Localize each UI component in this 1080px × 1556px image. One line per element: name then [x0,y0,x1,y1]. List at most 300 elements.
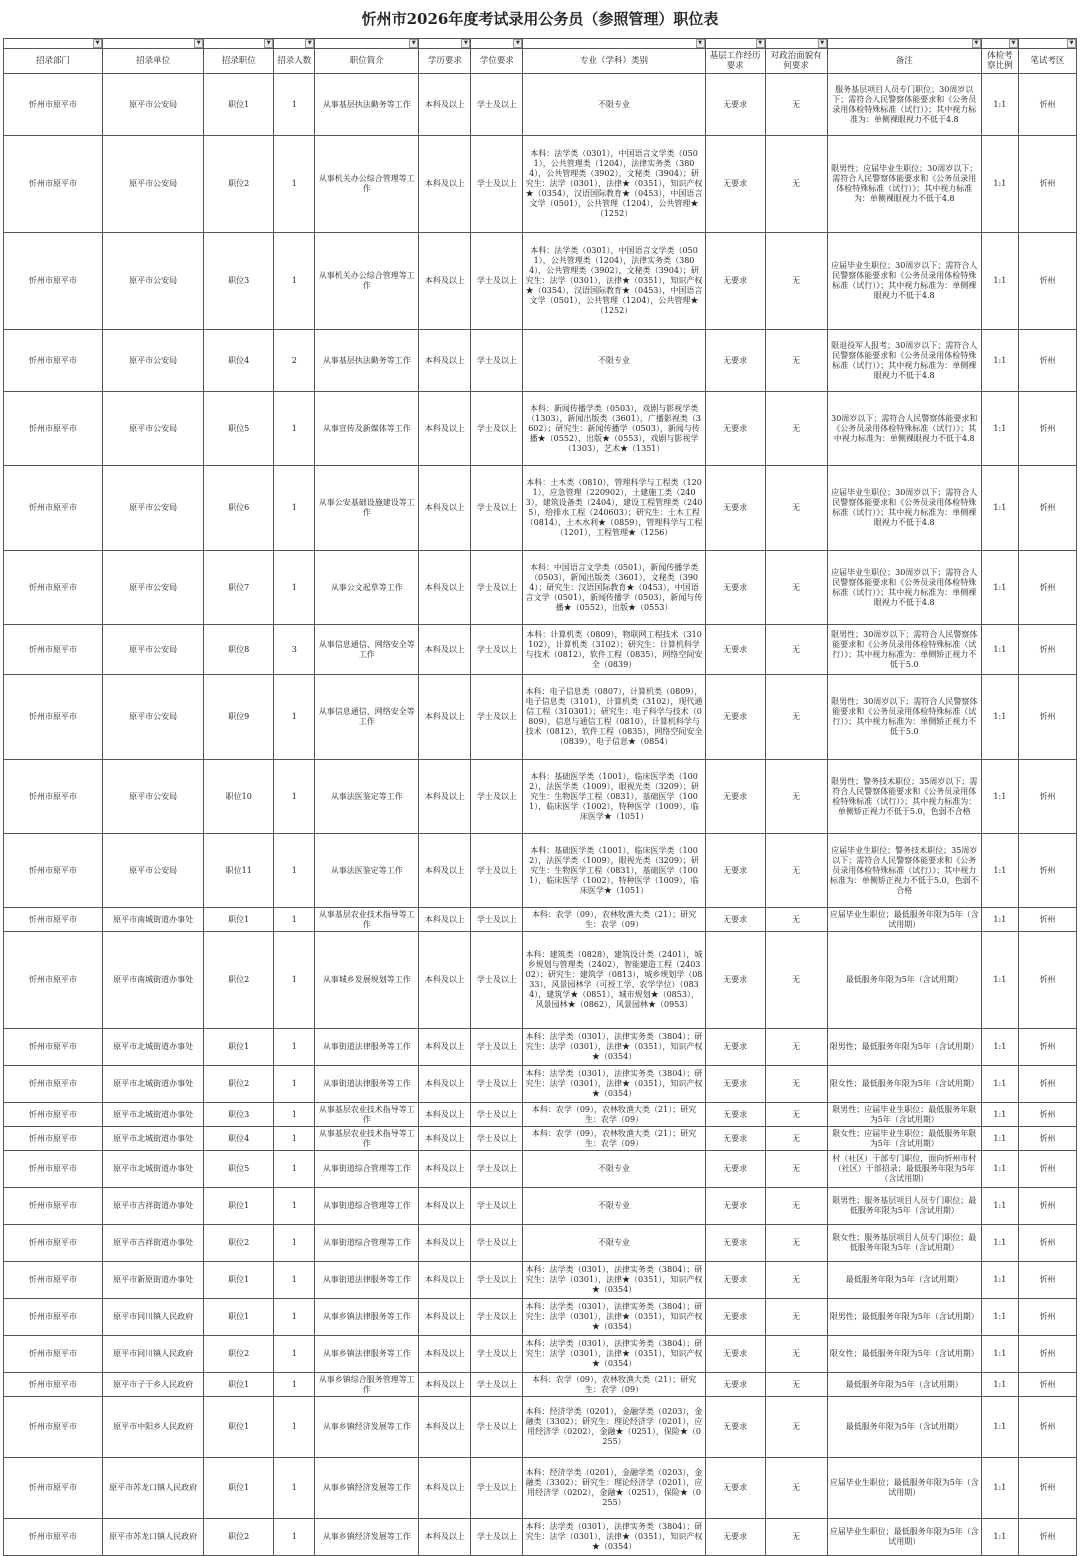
major-cell: 本科：经济学类（0201），金融学类（0203），金融类（3302）；研究生：理论经济学（0201），应用经济学（0202），金融★（0251），保险★（0255） [523,1397,705,1458]
dept-cell: 忻州市原平市 [4,760,103,834]
ratio-cell: 1:1 [981,1458,1018,1519]
political-cell: 无 [765,74,827,136]
count-cell: 1 [274,1188,315,1225]
unit-cell: 原平市吉祥街道办事处 [103,1225,204,1262]
political-cell: 无 [765,1336,827,1373]
ratio-cell: 1:1 [981,1373,1018,1397]
note-cell: 30周岁以下；需符合人民警察体能要求和《公务员录用体检特殊标准（试行）》；其中视力标准为：单侧裸眼视力不低于4.8 [827,392,981,466]
major-cell: 不限专业 [523,1188,705,1225]
count-cell: 1 [274,932,315,1029]
dept-cell: 忻州市原平市 [4,834,103,908]
education-cell: 本科及以上 [419,1127,471,1151]
dept-cell: 忻州市原平市 [4,136,103,233]
position-cell: 职位1 [204,74,274,136]
filter-dropdown-icon[interactable]: ▼ [305,39,314,48]
filter-cell [705,39,765,49]
major-cell: 不限专业 [523,74,705,136]
position-cell: 职位1 [204,1373,274,1397]
ratio-cell: 1:1 [981,1066,1018,1103]
political-cell: 无 [765,1103,827,1127]
education-cell: 本科及以上 [419,330,471,392]
unit-cell: 原平市同川镇人民政府 [103,1299,204,1336]
count-cell: 1 [274,908,315,932]
filter-dropdown-icon[interactable]: ▼ [1067,39,1076,48]
table-row [4,551,1077,625]
experience-cell: 无要求 [705,834,765,908]
table-row [4,1151,1077,1188]
position-cell: 职位1 [204,1262,274,1299]
dept-cell: 忻州市原平市 [4,1188,103,1225]
count-cell: 1 [274,1519,315,1556]
description-cell: 从事乡镇法律服务等工作 [315,1299,419,1336]
position-cell: 职位4 [204,1127,274,1151]
degree-cell: 学士及以上 [471,466,523,551]
count-cell: 1 [274,1151,315,1188]
degree-cell: 学士及以上 [471,1151,523,1188]
exam-area-cell: 忻州 [1018,1188,1076,1225]
description-cell: 从事信息通信、网络安全等工作 [315,625,419,675]
filter-cell [274,39,315,49]
major-cell: 本科：法学类（0301），中国语言文学类（0501），公共管理类（1204），法律实务类（3804），公共管理类（3902），文秘类（3904）；研究生：法学（0301），法律★（0351），知识产权★（0354），汉语国际教育★（0453），中国语言文学（0501），公共管理（1204），公共管理★（1252） [523,136,705,233]
table-row [4,908,1077,932]
table-row [4,1519,1077,1556]
header-cell: 对政治面貌有何要求 [765,49,827,74]
position-table [3,38,1077,1556]
political-cell: 无 [765,1373,827,1397]
degree-cell: 学士及以上 [471,1103,523,1127]
degree-cell: 学士及以上 [471,908,523,932]
count-cell: 2 [274,330,315,392]
count-cell: 1 [274,1225,315,1262]
education-cell: 本科及以上 [419,136,471,233]
experience-cell: 无要求 [705,74,765,136]
count-cell: 1 [274,466,315,551]
filter-dropdown-icon[interactable]: ▼ [409,39,418,48]
ratio-cell: 1:1 [981,1225,1018,1262]
dept-cell: 忻州市原平市 [4,908,103,932]
experience-cell: 无要求 [705,466,765,551]
education-cell: 本科及以上 [419,1373,471,1397]
education-cell: 本科及以上 [419,1519,471,1556]
unit-cell: 原平市公安局 [103,675,204,760]
experience-cell: 无要求 [705,136,765,233]
experience-cell: 无要求 [705,1458,765,1519]
header-cell: 招录部门 [4,49,103,74]
unit-cell: 原平市子干乡人民政府 [103,1373,204,1397]
ratio-cell: 1:1 [981,625,1018,675]
description-cell: 从事街道综合管理等工作 [315,1188,419,1225]
unit-cell: 原平市公安局 [103,834,204,908]
experience-cell: 无要求 [705,625,765,675]
description-cell: 从事乡镇经济发展等工作 [315,1458,419,1519]
filter-dropdown-icon[interactable]: ▼ [696,39,705,48]
position-cell: 职位1 [204,1397,274,1458]
description-cell: 从事城乡发展规划等工作 [315,932,419,1029]
count-cell: 1 [274,675,315,760]
count-cell: 1 [274,1066,315,1103]
ratio-cell: 1:1 [981,760,1018,834]
education-cell: 本科及以上 [419,834,471,908]
political-cell: 无 [765,551,827,625]
filter-dropdown-icon[interactable]: ▼ [461,39,470,48]
description-cell: 从事乡镇综合服务管理等工作 [315,1373,419,1397]
filter-dropdown-icon[interactable]: ▼ [264,39,273,48]
degree-cell: 学士及以上 [471,233,523,330]
note-cell: 村（社区）干部专门职位，面向忻州市村（社区）干部招录；最低服务年限为5年（含试用期） [827,1151,981,1188]
degree-cell: 学士及以上 [471,1519,523,1556]
description-cell: 从事街道法律服务等工作 [315,1029,419,1066]
political-cell: 无 [765,1225,827,1262]
unit-cell: 原平市公安局 [103,330,204,392]
filter-row [4,39,1077,49]
experience-cell: 无要求 [705,932,765,1029]
dept-cell: 忻州市原平市 [4,233,103,330]
major-cell: 本科：建筑类（0828），建筑设计类（2401），城乡规划与管理类（2402），智能建造工程（240302）；研究生：建筑学（0813），城乡规划学（0833），风景园林学（可授工学、农学学位）（0834），建筑学★（0851），城市规划★（0853），风景园林★（0862），风景园林★（0953） [523,932,705,1029]
major-cell: 本科：法学类（0301），法律实务类（3804）；研究生：法学（0301），法律★（0351），知识产权★（0354） [523,1262,705,1299]
degree-cell: 学士及以上 [471,551,523,625]
position-cell: 职位7 [204,551,274,625]
experience-cell: 无要求 [705,1066,765,1103]
note-cell: 应届毕业生职位；警务技术职位；35周岁以下；需符合人民警察体能要求和《公务员录用体检特殊标准（试行）》；其中视力标准为：单侧矫正视力不低于5.0，色弱不合格 [827,834,981,908]
major-cell: 本科：法学类（0301），法律实务类（3804）；研究生：法学（0301），法律★（0351），知识产权★（0354） [523,1336,705,1373]
note-cell: 限男性；服务基层项目人员专门职位；最低服务年限为5年（含试用期） [827,1188,981,1225]
filter-cell [1018,39,1076,49]
table-row [4,1029,1077,1066]
ratio-cell: 1:1 [981,136,1018,233]
filter-dropdown-icon[interactable]: ▼ [972,39,981,48]
note-cell: 限男性；30周岁以下；需符合人民警察体能要求和《公务员录用体检特殊标准（试行）》；其中视力标准为：单侧矫正视力不低于5.0 [827,675,981,760]
dept-cell: 忻州市原平市 [4,1151,103,1188]
header-cell: 招录人数 [274,49,315,74]
ratio-cell: 1:1 [981,932,1018,1029]
count-cell: 1 [274,1029,315,1066]
exam-area-cell: 忻州 [1018,1262,1076,1299]
unit-cell: 原平市北城街道办事处 [103,1029,204,1066]
experience-cell: 无要求 [705,1029,765,1066]
header-cell: 学历要求 [419,49,471,74]
dept-cell: 忻州市原平市 [4,1103,103,1127]
table-row [4,1103,1077,1127]
ratio-cell: 1:1 [981,1262,1018,1299]
note-cell: 限男性；最低服务年限为5年（含试用期） [827,1029,981,1066]
dept-cell: 忻州市原平市 [4,74,103,136]
table-row [4,760,1077,834]
education-cell: 本科及以上 [419,1458,471,1519]
major-cell: 本科：中国语言文学类（0501），新闻传播学类（0503），新闻出版类（3601），文秘类（3904）；研究生：汉语国际教育★（0453），中国语言文学（0501），新闻传播学（0503），新闻与传播★（0552），出版★（0553） [523,551,705,625]
degree-cell: 学士及以上 [471,1262,523,1299]
note-cell: 应届毕业生职位；30周岁以下；需符合人民警察体能要求和《公务员录用体检特殊标准（试行）》；其中视力标准为：单侧裸眼视力不低于4.8 [827,551,981,625]
major-cell: 本科：法学类（0301），法律实务类（3804）；研究生：法学（0301），法律★（0351），知识产权★（0354） [523,1029,705,1066]
political-cell: 无 [765,1066,827,1103]
description-cell: 从事基层执法勤务等工作 [315,330,419,392]
experience-cell: 无要求 [705,1299,765,1336]
major-cell: 本科：基础医学类（1001），临床医学类（1002），法医学类（1009），眼视光类（3209）；研究生：生物医学工程（0831），基础医学（1001），临床医学（1002），特种医学（1009），临床医学★（1051） [523,760,705,834]
dept-cell: 忻州市原平市 [4,1262,103,1299]
education-cell: 本科及以上 [419,1225,471,1262]
degree-cell: 学士及以上 [471,392,523,466]
experience-cell: 无要求 [705,1373,765,1397]
exam-area-cell: 忻州 [1018,1029,1076,1066]
exam-area-cell: 忻州 [1018,908,1076,932]
dept-cell: 忻州市原平市 [4,466,103,551]
note-cell: 限女性；服务基层项目人员专门职位；最低服务年限为5年（含试用期） [827,1225,981,1262]
table-row [4,1127,1077,1151]
unit-cell: 原平市北城街道办事处 [103,1127,204,1151]
description-cell: 从事法医鉴定等工作 [315,834,419,908]
political-cell: 无 [765,330,827,392]
table-row [4,1066,1077,1103]
position-cell: 职位1 [204,908,274,932]
position-cell: 职位5 [204,1151,274,1188]
degree-cell: 学士及以上 [471,1336,523,1373]
header-cell: 笔试考区 [1018,49,1076,74]
description-cell: 从事公安基础设施建设等工作 [315,466,419,551]
political-cell: 无 [765,466,827,551]
education-cell: 本科及以上 [419,675,471,760]
table-row [4,1188,1077,1225]
note-cell: 最低服务年限为5年（含试用期） [827,932,981,1029]
position-cell: 职位1 [204,1458,274,1519]
dept-cell: 忻州市原平市 [4,1397,103,1458]
filter-cell [523,39,705,49]
note-cell: 限女性；最低服务年限为5年（含试用期） [827,1066,981,1103]
political-cell: 无 [765,1519,827,1556]
position-cell: 职位10 [204,760,274,834]
ratio-cell: 1:1 [981,1336,1018,1373]
education-cell: 本科及以上 [419,1151,471,1188]
exam-area-cell: 忻州 [1018,551,1076,625]
major-cell: 本科：新闻传播学类（0503），戏剧与影视学类（1303），新闻出版类（3601），广播影视类（3602）；研究生：新闻传播学（0503），新闻与传播★（0552），出版★（0553），戏剧与影视学（1303），艺术★（1351） [523,392,705,466]
filter-dropdown-icon[interactable]: ▼ [194,39,203,48]
description-cell: 从事基层农业技术指导等工作 [315,1127,419,1151]
exam-area-cell: 忻州 [1018,1397,1076,1458]
header-cell: 招录单位 [103,49,204,74]
note-cell: 限女性；应届毕业生职位；最低服务年限为5年（含试用期） [827,1127,981,1151]
note-cell: 应届毕业生职位；30周岁以下；需符合人民警察体能要求和《公务员录用体检特殊标准（试行）》；其中视力标准为：单侧裸眼视力不低于4.8 [827,233,981,330]
unit-cell: 原平市公安局 [103,760,204,834]
experience-cell: 无要求 [705,1336,765,1373]
exam-area-cell: 忻州 [1018,1458,1076,1519]
exam-area-cell: 忻州 [1018,466,1076,551]
major-cell: 本科：基础医学类（1001），临床医学类（1002），法医学类（1009），眼视光类（3209）；研究生：生物医学工程（0831），基础医学（1001），临床医学（1002），特种医学（1009），临床医学★（1051） [523,834,705,908]
political-cell: 无 [765,1188,827,1225]
ratio-cell: 1:1 [981,330,1018,392]
header-row [4,49,1077,74]
note-cell: 限男性；30周岁以下；需符合人民警察体能要求和《公务员录用体检特殊标准（试行）》；其中视力标准为：单侧矫正视力不低于5.0 [827,625,981,675]
major-cell: 本科：法学类（0301），法律实务类（3804）；研究生：法学（0301），法律★（0351），知识产权★（0354） [523,1299,705,1336]
dept-cell: 忻州市原平市 [4,1373,103,1397]
ratio-cell: 1:1 [981,233,1018,330]
description-cell: 从事街道法律服务等工作 [315,1066,419,1103]
description-cell: 从事机关办公综合管理等工作 [315,136,419,233]
table-row [4,932,1077,1029]
unit-cell: 原平市南城街道办事处 [103,908,204,932]
position-cell: 职位3 [204,1103,274,1127]
experience-cell: 无要求 [705,1262,765,1299]
filter-dropdown-icon[interactable]: ▼ [818,39,827,48]
table-row [4,1262,1077,1299]
political-cell: 无 [765,392,827,466]
count-cell: 1 [274,551,315,625]
political-cell: 无 [765,1397,827,1458]
description-cell: 从事基层执法勤务等工作 [315,74,419,136]
table-row [4,1397,1077,1458]
exam-area-cell: 忻州 [1018,675,1076,760]
filter-cell [315,39,419,49]
education-cell: 本科及以上 [419,392,471,466]
major-cell: 本科：计算机类（0809），物联网工程技术（310102），计算机类（3102）；研究生：计算机科学与技术（0812），软件工程（0835），网络空间安全（0839） [523,625,705,675]
political-cell: 无 [765,932,827,1029]
experience-cell: 无要求 [705,675,765,760]
description-cell: 从事乡镇经济发展等工作 [315,1519,419,1556]
note-cell: 限退役军人报考；30周岁以下；需符合人民警察体能要求和《公务员录用体检特殊标准（试行）》；其中视力标准为：单侧裸眼视力不低于4.8 [827,330,981,392]
ratio-cell: 1:1 [981,1397,1018,1458]
position-cell: 职位2 [204,1519,274,1556]
table-row [4,675,1077,760]
major-cell: 本科：法学类（0301），中国语言文学类（0501），公共管理类（1204），法律实务类（3804），公共管理类（3902），文秘类（3904）；研究生：法学（0301），法律★（0351），知识产权★（0354），汉语国际教育★（0453），中国语言文学（0501），公共管理（1204），公共管理★（1252） [523,233,705,330]
ratio-cell: 1:1 [981,74,1018,136]
description-cell: 从事乡镇法律服务等工作 [315,1336,419,1373]
table-row [4,1299,1077,1336]
exam-area-cell: 忻州 [1018,1225,1076,1262]
position-cell: 职位4 [204,330,274,392]
ratio-cell: 1:1 [981,675,1018,760]
degree-cell: 学士及以上 [471,136,523,233]
description-cell: 从事宣传及新媒体等工作 [315,392,419,466]
exam-area-cell: 忻州 [1018,392,1076,466]
position-cell: 职位3 [204,233,274,330]
unit-cell: 原平市苏龙口镇人民政府 [103,1519,204,1556]
political-cell: 无 [765,1127,827,1151]
major-cell: 本科：农学（09），农林牧渔大类（21）；研究生：农学（09） [523,1127,705,1151]
unit-cell: 原平市北城街道办事处 [103,1151,204,1188]
ratio-cell: 1:1 [981,1103,1018,1127]
exam-area-cell: 忻州 [1018,834,1076,908]
position-cell: 职位2 [204,1066,274,1103]
count-cell: 1 [274,760,315,834]
filter-dropdown-icon[interactable]: ▼ [756,39,765,48]
description-cell: 从事基层农业技术指导等工作 [315,1103,419,1127]
ratio-cell: 1:1 [981,908,1018,932]
count-cell: 1 [274,392,315,466]
education-cell: 本科及以上 [419,1066,471,1103]
major-cell: 本科：农学（09），农林牧渔大类（21）；研究生：农学（09） [523,1103,705,1127]
description-cell: 从事信息通信、网络安全等工作 [315,675,419,760]
position-cell: 职位6 [204,466,274,551]
table-row [4,1225,1077,1262]
political-cell: 无 [765,908,827,932]
description-cell: 从事机关办公综合管理等工作 [315,233,419,330]
ratio-cell: 1:1 [981,1127,1018,1151]
experience-cell: 无要求 [705,908,765,932]
description-cell: 从事法医鉴定等工作 [315,760,419,834]
count-cell: 3 [274,625,315,675]
position-cell: 职位5 [204,392,274,466]
description-cell: 从事基层农业技术指导等工作 [315,908,419,932]
major-cell: 不限专业 [523,1151,705,1188]
table-row [4,233,1077,330]
political-cell: 无 [765,136,827,233]
count-cell: 1 [274,136,315,233]
filter-dropdown-icon[interactable]: ▼ [93,39,102,48]
education-cell: 本科及以上 [419,625,471,675]
description-cell: 从事街道综合管理等工作 [315,1225,419,1262]
exam-area-cell: 忻州 [1018,330,1076,392]
unit-cell: 原平市公安局 [103,233,204,330]
exam-area-cell: 忻州 [1018,1103,1076,1127]
count-cell: 1 [274,1127,315,1151]
header-cell: 体检考察比例 [981,49,1018,74]
ratio-cell: 1:1 [981,466,1018,551]
dept-cell: 忻州市原平市 [4,1299,103,1336]
degree-cell: 学士及以上 [471,834,523,908]
degree-cell: 学士及以上 [471,625,523,675]
political-cell: 无 [765,1262,827,1299]
note-cell: 最低服务年限为5年（含试用期） [827,1397,981,1458]
unit-cell: 原平市新原街道办事处 [103,1262,204,1299]
political-cell: 无 [765,760,827,834]
education-cell: 本科及以上 [419,1336,471,1373]
unit-cell: 原平市公安局 [103,625,204,675]
experience-cell: 无要求 [705,551,765,625]
exam-area-cell: 忻州 [1018,1151,1076,1188]
position-cell: 职位2 [204,932,274,1029]
ratio-cell: 1:1 [981,392,1018,466]
dept-cell: 忻州市原平市 [4,1336,103,1373]
degree-cell: 学士及以上 [471,1373,523,1397]
header-cell: 专业（学科）类别 [523,49,705,74]
unit-cell: 原平市南城街道办事处 [103,932,204,1029]
table-row [4,625,1077,675]
position-cell: 职位1 [204,1299,274,1336]
count-cell: 1 [274,1103,315,1127]
position-cell: 职位2 [204,1336,274,1373]
degree-cell: 学士及以上 [471,1188,523,1225]
exam-area-cell: 忻州 [1018,625,1076,675]
dept-cell: 忻州市原平市 [4,551,103,625]
experience-cell: 无要求 [705,1151,765,1188]
political-cell: 无 [765,1029,827,1066]
unit-cell: 原平市公安局 [103,392,204,466]
header-cell: 基层工作经历要求 [705,49,765,74]
major-cell: 不限专业 [523,330,705,392]
experience-cell: 无要求 [705,233,765,330]
filter-cell [827,39,981,49]
education-cell: 本科及以上 [419,233,471,330]
political-cell: 无 [765,625,827,675]
political-cell: 无 [765,675,827,760]
experience-cell: 无要求 [705,1127,765,1151]
note-cell: 限男性；应届毕业生职位；最低服务年限为5年（含试用期） [827,1103,981,1127]
position-cell: 职位1 [204,1188,274,1225]
filter-dropdown-icon[interactable]: ▼ [1009,39,1018,48]
dept-cell: 忻州市原平市 [4,1458,103,1519]
education-cell: 本科及以上 [419,1262,471,1299]
dept-cell: 忻州市原平市 [4,1519,103,1556]
major-cell: 本科：农学（09），农林牧渔大类（21）；研究生：农学（09） [523,908,705,932]
count-cell: 1 [274,1336,315,1373]
education-cell: 本科及以上 [419,1188,471,1225]
degree-cell: 学士及以上 [471,1029,523,1066]
table-row [4,392,1077,466]
major-cell: 本科：电子信息类（0807），计算机类（0809），电子信息类（3101），计算机类（3102），现代通信工程（310301）；研究生：电子科学与技术（0809），信息与通信工程（0810），计算机科学与技术（0812），软件工程（0835），网络空间安全（0839），电子信息★（0854） [523,675,705,760]
filter-dropdown-icon[interactable]: ▼ [513,39,522,48]
degree-cell: 学士及以上 [471,1458,523,1519]
filter-cell [471,39,523,49]
degree-cell: 学士及以上 [471,675,523,760]
note-cell: 限男性；警务技术职位；35周岁以下；需符合人民警察体能要求和《公务员录用体检特殊标准（试行）》；其中视力标准为：单侧矫正视力不低于5.0，色弱不合格 [827,760,981,834]
major-cell: 本科：土木类（0810），管理科学与工程类（1201），应急管理（220902），土建施工类（2403），建筑设备类（2404），建设工程管理类（2405），给排水工程（240603）；研究生：土木工程（0814），土木水利★（0859），管理科学与工程（1201），工程管理★（1256） [523,466,705,551]
